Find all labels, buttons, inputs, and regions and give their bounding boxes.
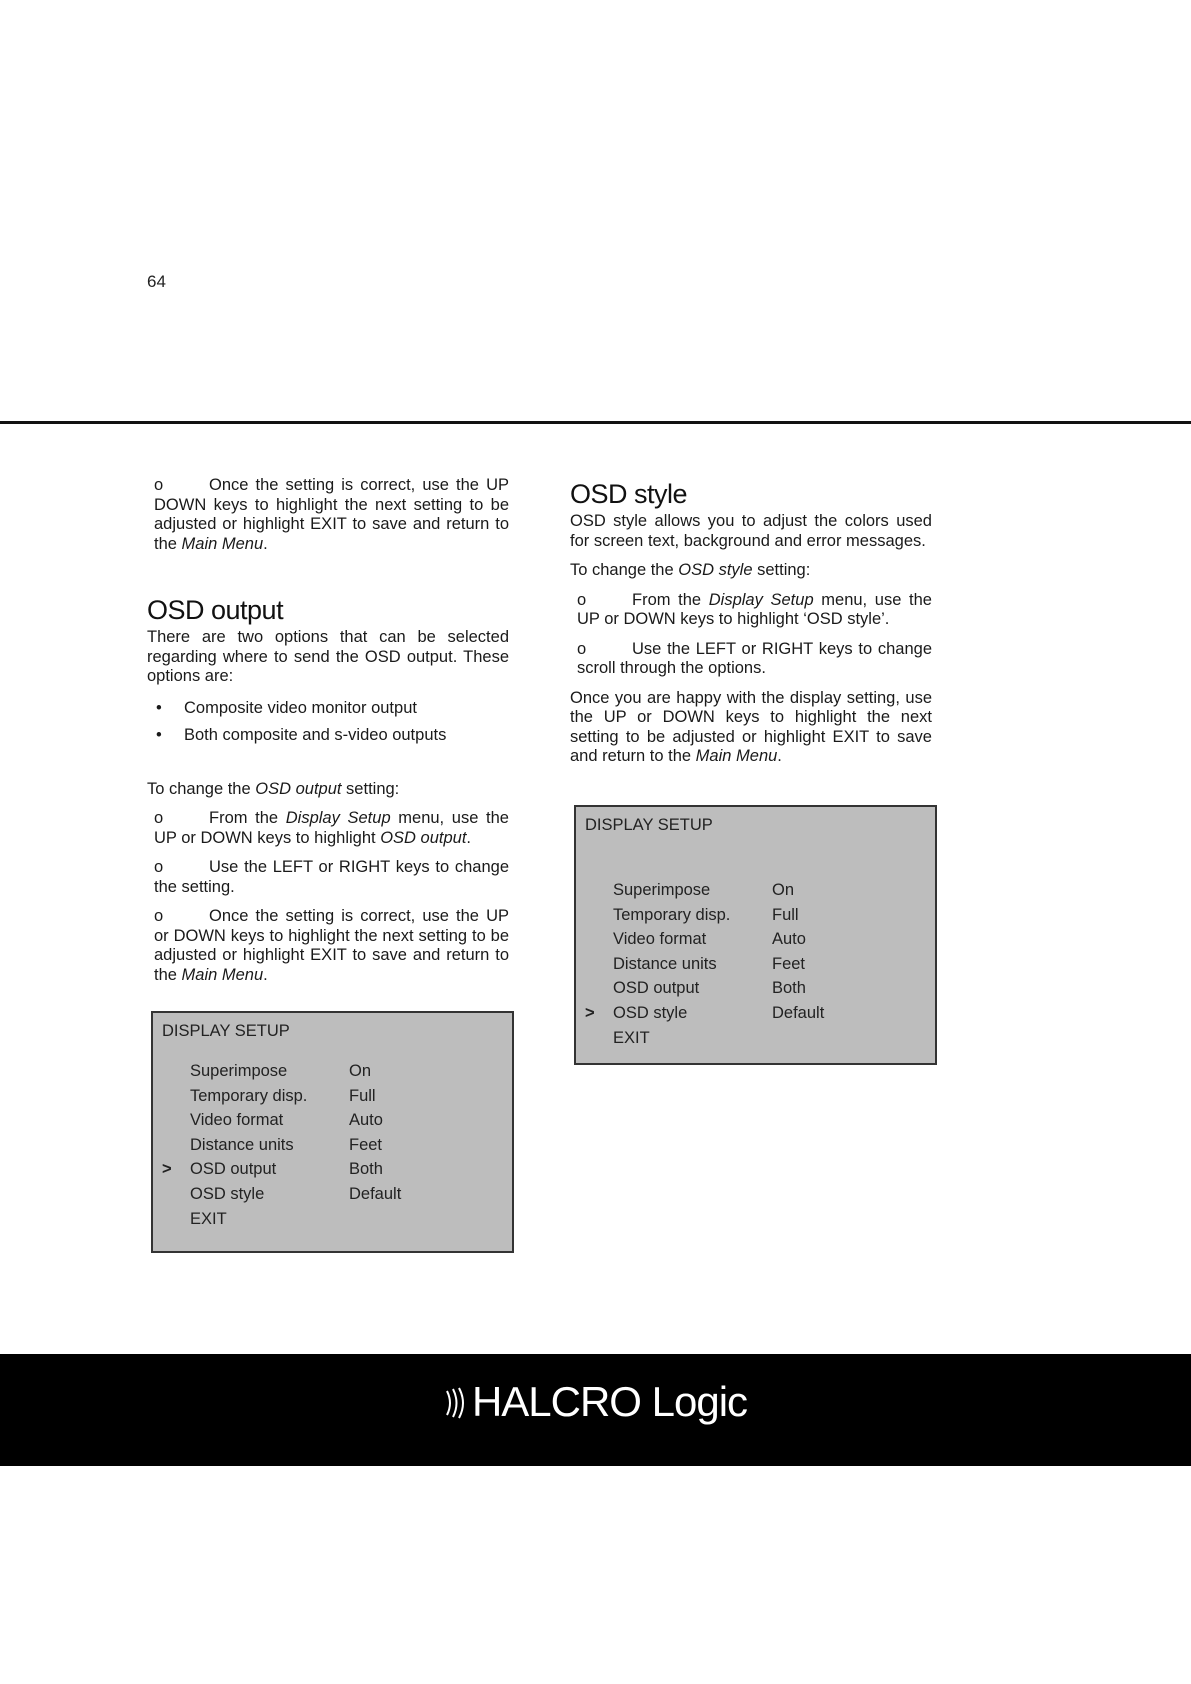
menu-title: DISPLAY SETUP (162, 1022, 290, 1040)
menu-row-video-format: Video format Auto (190, 1111, 383, 1130)
left-column (147, 476, 509, 995)
menu-rows (585, 878, 824, 1050)
menu-title: DISPLAY SETUP (585, 816, 713, 834)
menu-row-exit: EXIT (613, 1028, 650, 1047)
osd-style-description: OSD style allows you to adjust the colors used for screen text, background and error messages. (570, 512, 932, 550)
list-item: • Both composite and s-video outputs (156, 726, 447, 744)
menu-rows (162, 1059, 401, 1231)
osd-output-description: There are two options that can be selected regarding where to send the OSD output. These options are: (147, 628, 509, 685)
menu-row-temporary-disp: Temporary disp. Full (190, 1086, 376, 1105)
change-osd-style-intro: To change the OSD style setting: (570, 561, 811, 579)
menu-row-osd-style: > OSD style Default (585, 1001, 824, 1026)
step-item: o Once the setting is correct, use the UP or DOWN keys to highlight the next setting to be adjusted or highlight EXIT to save and return to the Main Menu. (154, 907, 509, 984)
footer-band (0, 1354, 1191, 1466)
change-osd-output-intro: To change the OSD output setting: (147, 779, 400, 798)
menu-row-video-format: Video format Auto (613, 930, 806, 949)
menu-row-osd-output: > OSD output Both (162, 1157, 401, 1182)
menu-cursor: > (162, 1160, 172, 1179)
brand-name: HALCRO Logic (471, 1378, 748, 1425)
display-setup-menu-osd-style (574, 805, 937, 1065)
page-number: 64 (147, 272, 166, 291)
menu-cursor (162, 1059, 190, 1084)
menu-row-osd-style: OSD style Default (190, 1184, 402, 1203)
right-column (570, 478, 932, 777)
menu-row-distance-units: Distance units Feet (190, 1135, 383, 1154)
closing-paragraph: Once you are happy with the display setting, use the UP or DOWN keys to highlight the next setting to be adjusted or highlight EXIT to save and return to the Main Menu. (570, 688, 932, 765)
intro-step: o Once the setting is correct, use the UP DOWN keys to highlight the next setting to be adjusted or highlight EXIT to save and return to the Main Menu. (154, 476, 509, 553)
menu-row-exit: EXIT (190, 1209, 227, 1228)
osd-output-options (147, 699, 509, 746)
step-item: o From the Display Setup menu, use the UP or DOWN keys to highlight OSD output. (154, 809, 509, 847)
brand-logo (0, 1378, 1191, 1426)
header-rule (0, 421, 1191, 424)
menu-row-osd-output: OSD output Both (613, 979, 806, 998)
step-item: o Use the LEFT or RIGHT keys to change the setting. (154, 858, 509, 896)
list-item: • Composite video monitor output (156, 698, 417, 717)
osd-style-heading: OSD style (570, 479, 688, 509)
display-setup-menu-osd-output (151, 1011, 514, 1253)
menu-row-superimpose: Superimpose On (162, 1059, 401, 1084)
osd-output-heading: OSD output (147, 595, 284, 625)
step-item: o From the Display Setup menu, use the UP or DOWN keys to highlight ‘OSD style’. (577, 590, 932, 628)
menu-cursor: > (585, 1003, 595, 1022)
menu-row-temporary-disp: Temporary disp. Full (613, 905, 799, 924)
menu-row-distance-units: Distance units Feet (613, 954, 806, 973)
sound-wave-arcs-icon (444, 1386, 470, 1420)
menu-row-superimpose: Superimpose On (613, 881, 795, 899)
step-item: o Use the LEFT or RIGHT keys to change scroll through the options. (577, 639, 932, 677)
step-bullet: o (154, 476, 164, 494)
